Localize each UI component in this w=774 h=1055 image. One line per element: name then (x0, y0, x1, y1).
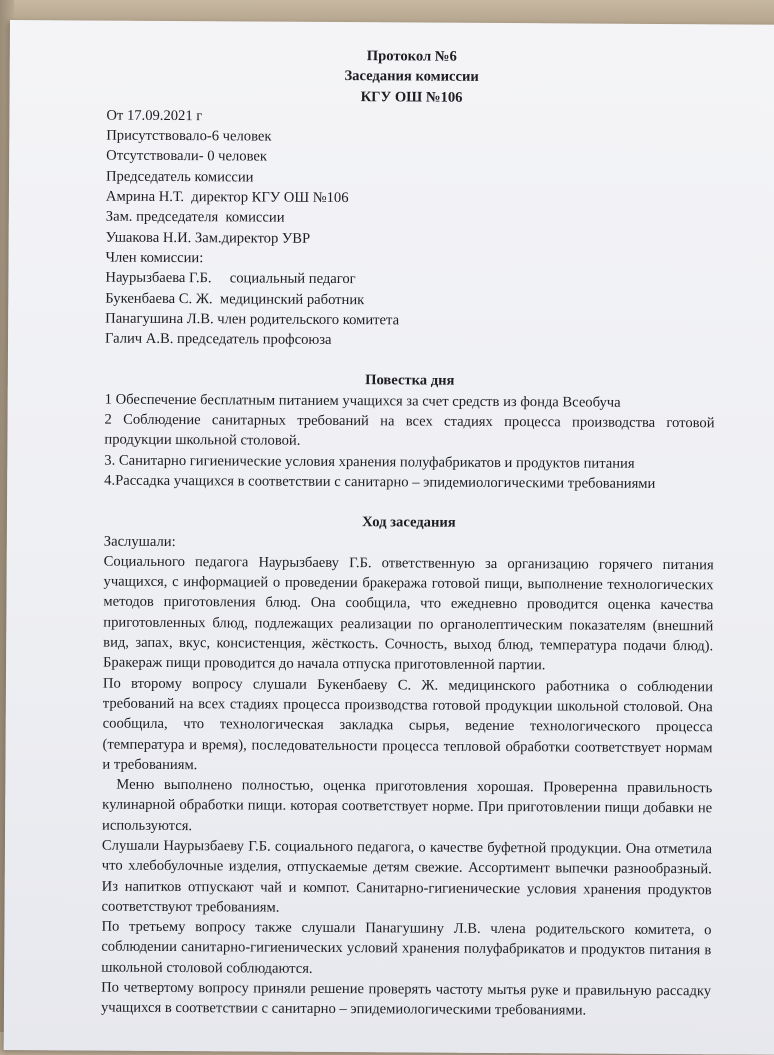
member-1: Наурызбаева Г.Б. социальный педагог (105, 269, 356, 288)
proceedings-paragraph: По четвертому вопросу приняли решение проверять частоту мытья руке и правильную рассадку учащихся в соответствии с санитарно – эпидемиологическими требованиями. (100, 979, 712, 1019)
member-2: Букенбаева С. Ж. медицинский работник (105, 290, 365, 308)
agenda-item: 4.Рассадка учащихся в соответствии с санитарно – эпидемиологическими требованиями (104, 472, 656, 492)
proceedings-paragraph: Слушали Наурызбаеву Г.Б. социального педагога, о качестве буфетной продукции. Она отметила что хлебобулочные изделия, отпускаемые детям свежие. Ассортимент выпечки разнообразный. Из напитков отпускают чай и компот. Санитарно-гигиенические условия хранения продуктов соответствуют требованиям. (101, 837, 712, 916)
vice-chair-name: Ушакова Н.И. Зам.директор УВР (105, 229, 311, 247)
proceedings-paragraph: Меню выполнено полностью, оценка приготовления хорошая. Проверенна правильность кулинарной обработки пищи. которая соответствует норме. При приготовлении пищи добавки не используются. (102, 776, 713, 834)
proceedings-body (101, 531, 714, 1022)
proceedings-paragraph: По третьему вопросу также слушали Панагушину Л.В. члена родительского комитета, о соблюдении санитарно-гигиенических условий хранения полуфабрикатов и продуктов питания в школьной столовой соблюдаются. (101, 918, 712, 977)
document-subtitle: Заседания комиссии (344, 68, 479, 86)
agenda-list (104, 389, 715, 494)
agenda-item: 3. Санитарно гигиенические условия хранения полуфабрикатов и продуктов питания (104, 452, 635, 472)
meeting-info (105, 105, 716, 352)
document-content (101, 45, 717, 1022)
proceedings-paragraph: По второму вопросу слушали Букенбаеву С. Ж. медицинского работника о соблюдении требований на всех стадиях процесса производства готовой продукции школьной столовой. Она сообщила, что технологическая закладка сырья, ведение технологического процесса (температура и время), последовательности процесса тепловой обработки соответствует нормам и требованиям. (102, 675, 713, 773)
agenda-heading: Повестка дня (365, 372, 455, 390)
proceedings-paragraph: Социального педагога Наурызбаеву Г.Б. ответственную за организацию горячего питания учащихся, с информацией о проведении бракеража готовой пищи, выполнение технологических методов приготовления блюд. Она сообщила, что ежедневно проводится оценка качества приготовленных блюд, подлежащих реализации по органолептическим показателям (внешний вид, запах, вкус, консистенция, жёсткость. Сочность, выход блюд, температура подачи блюд). Бракераж пищи проводится до начала отпуска приготовленной партии. (103, 553, 714, 674)
document-title: Протокол №6 (366, 48, 457, 65)
attendance-present: Присутствовало-6 человек (106, 127, 272, 145)
document-page (4, 20, 774, 1055)
heard-label: Заслушали: (103, 533, 176, 550)
member-4: Галич А.В. председатель профсоюза (105, 330, 332, 349)
member-3: Панагушина Л.В. член родительского комитета (105, 310, 400, 329)
proceedings-heading: Ход заседания (362, 514, 456, 531)
agenda-item: 2 Соблюдение санитарных требований на всех стадиях процесса производства готовой продукции школьной столовой. (104, 411, 715, 450)
meeting-date: От 17.09.2021 г (106, 107, 203, 125)
chair-name: Амрина Н.Т. директор КГУ ОШ №106 (105, 188, 349, 207)
chair-label: Председатель комиссии (105, 168, 254, 186)
organization-title: КГУ ОШ №106 (360, 88, 463, 106)
vice-chair-label: Зам. председателя комиссии (105, 208, 285, 227)
attendance-absent: Отсутствовали- 0 человек (106, 148, 268, 166)
agenda-item: 1 Обеспечение бесплатным питанием учащихся за счет средств из фонда Всеобуча (104, 391, 621, 411)
members-label: Член комиссии: (105, 249, 204, 267)
